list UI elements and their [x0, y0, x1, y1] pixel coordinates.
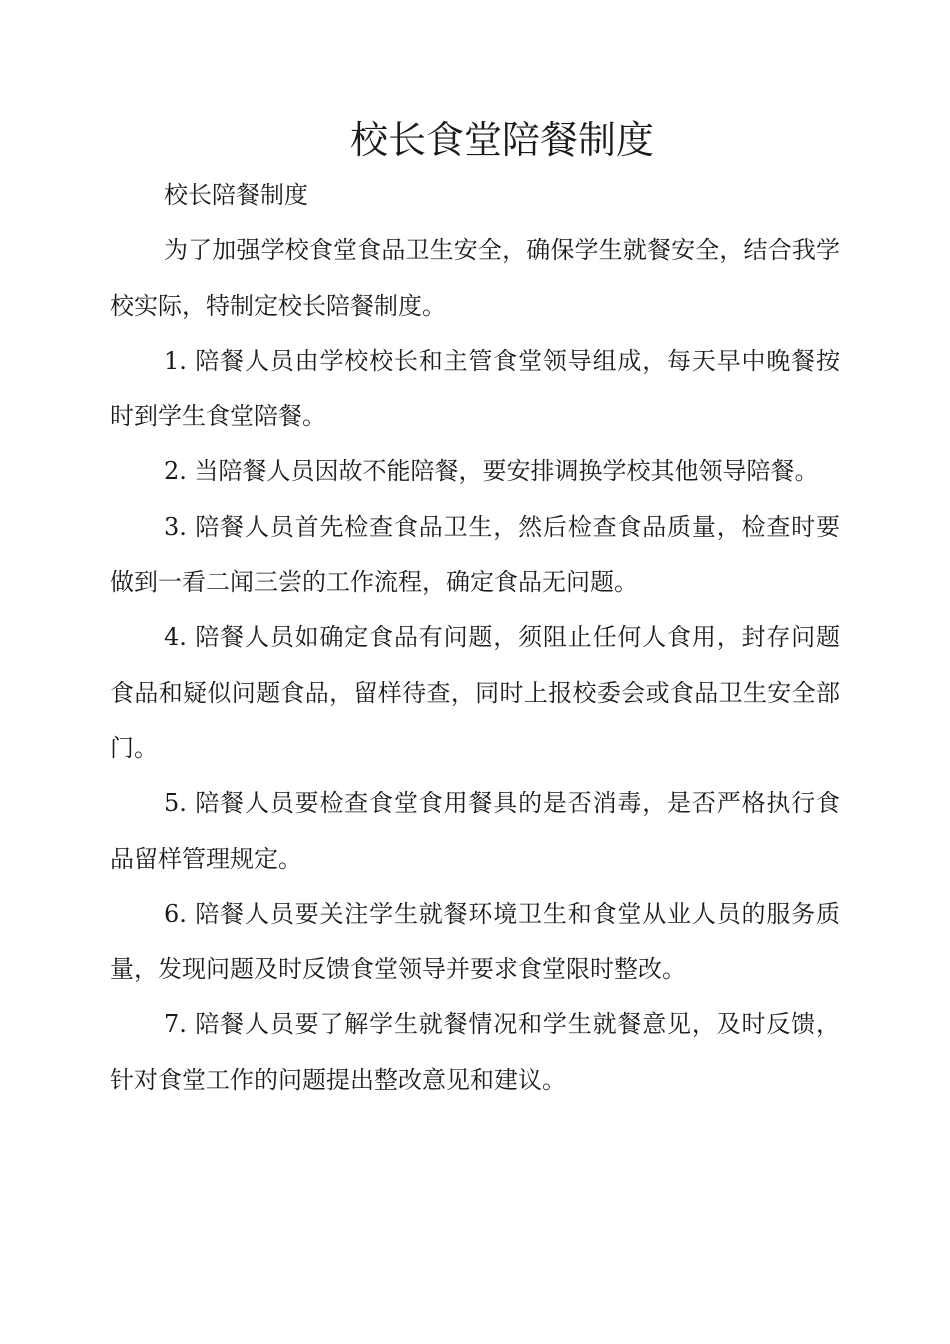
- rule-paragraph-1: 1. 陪餐人员由学校校长和主管食堂领导组成，每天早中晚餐按时到学生食堂陪餐。: [110, 346, 840, 431]
- rule-paragraph-3: 3. 陪餐人员首先检查食品卫生，然后检查食品质量，检查时要做到一看二闻三尝的工作流程，确定食品无问题。: [110, 512, 840, 597]
- rule-paragraph-5: 5. 陪餐人员要检查食堂食用餐具的是否消毒，是否严格执行食品留样管理规定。: [110, 789, 840, 873]
- rule-paragraph-7: 7. 陪餐人员要了解学生就餐情况和学生就餐意见，及时反馈，针对食堂工作的问题提出整改意见和建议。: [110, 1010, 840, 1094]
- intro-paragraph: 为了加强学校食堂食品卫生安全，确保学生就餐安全，结合我学校实际，特制定校长陪餐制度。: [110, 236, 840, 320]
- rule-paragraph-2: 2. 当陪餐人员因故不能陪餐，要安排调换学校其他领导陪餐。: [164, 457, 819, 486]
- document-title: 校长食堂陪餐制度: [349, 118, 654, 162]
- rule-paragraph-6: 6. 陪餐人员要关注学生就餐环境卫生和食堂从业人员的服务质量，发现问题及时反馈食堂领导并要求食堂限时整改。: [110, 899, 840, 984]
- rule-paragraph-4: 4. 陪餐人员如确定食品有问题，须阻止任何人食用，封存问题食品和疑似问题食品，留样待查，同时上报校委会或食品卫生安全部门。: [110, 623, 840, 762]
- subtitle-paragraph: 校长陪餐制度: [164, 181, 308, 209]
- document-body: [110, 168, 840, 1108]
